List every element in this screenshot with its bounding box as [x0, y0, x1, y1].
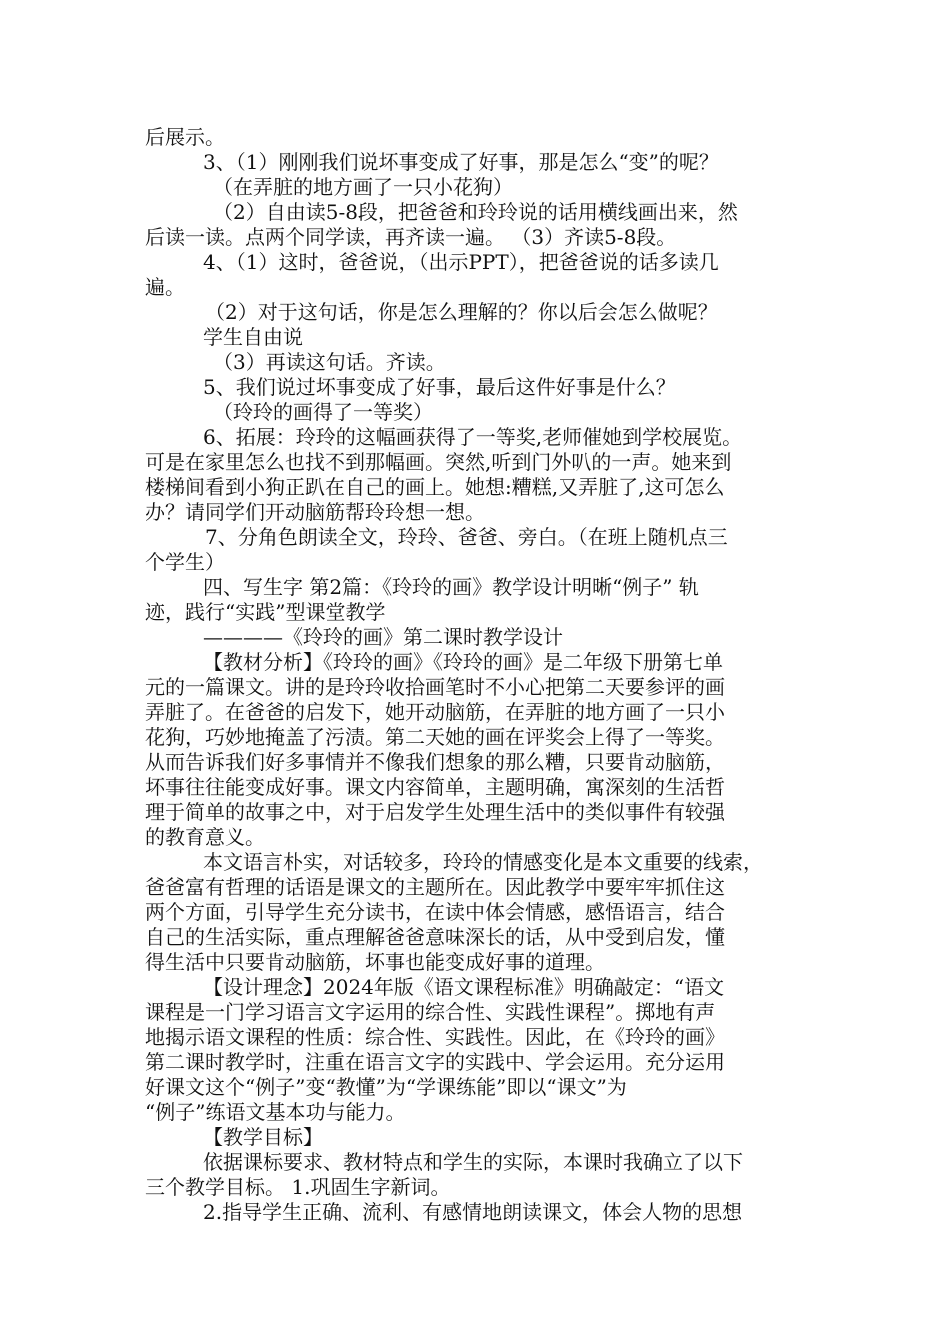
text-line: 迹，践行“实践”型课堂教学 — [145, 600, 386, 624]
text-line: 【设计理念】2024年版《语文课程标准》明确敲定：“语文 — [203, 975, 725, 999]
text-line: 课程是一门学习语言文字运用的综合性、实践性课程”。掷地有声 — [145, 1000, 716, 1024]
text-line: 2.指导学生正确、流利、有感情地朗读课文，体会人物的思想 — [203, 1200, 743, 1224]
text-line: （2）自由读5-8段，把爸爸和玲玲说的话用横线画出来，然 — [213, 200, 738, 224]
text-line: 本文语言朴实，对话较多，玲玲的情感变化是本文重要的线索， — [203, 850, 763, 874]
text-line: 的教育意义。 — [145, 825, 265, 849]
text-line: 地揭示语文课程的性质：综合性、实践性。因此，在《玲玲的画》 — [145, 1025, 725, 1049]
text-line: 5、我们说过坏事变成了好事，最后这件好事是什么？ — [203, 375, 676, 399]
text-line: 个学生） — [145, 550, 225, 574]
text-line: 后读一读。点两个同学读，再齐读一遍。 （3）齐读5-8段。 — [145, 225, 677, 249]
text-line: （2）对于这句话，你是怎么理解的？你以后会怎么做呢？ — [205, 300, 718, 324]
text-line: 可是在家里怎么也找不到那幅画。突然,听到门外叭的一声。她来到 — [145, 450, 732, 474]
text-line: 从而告诉我们好多事情并不像我们想象的那么糟，只要肯动脑筋， — [145, 750, 725, 774]
text-line: 4、（1）这时，爸爸说，（出示PPT），把爸爸说的话多读几 — [203, 250, 719, 274]
text-line: 坏事往往能变成好事。课文内容简单，主题明确，寓深刻的生活哲 — [145, 775, 725, 799]
text-line: 得生活中只要肯动脑筋，坏事也能变成好事的道理。 — [145, 950, 605, 974]
text-line: 6、拓展：玲玲的这幅画获得了一等奖,老师催她到学校展览。 — [203, 425, 743, 449]
text-line: 四、写生字 第2篇：《玲玲的画》教学设计明晰“例子” 轨 — [203, 575, 699, 599]
text-line: 第二课时教学时，注重在语言文字的实践中、学会运用。充分运用 — [145, 1050, 725, 1074]
text-line: 好课文这个“例子”变“教懂”为“学课练能”即以“课文”为 — [145, 1075, 627, 1099]
text-line: 【教材分析】《玲玲的画》《玲玲的画》是二年级下册第七单 — [203, 650, 723, 674]
text-line: 后展示。 — [145, 125, 225, 149]
section-heading: 【教学目标】 — [203, 1125, 323, 1149]
text-line: （在弄脏的地方画了一只小花狗） — [213, 175, 513, 199]
text-line: 弄脏了。在爸爸的启发下，她开动脑筋，在弄脏的地方画了一只小 — [145, 700, 725, 724]
text-line: 三个教学目标。 1.巩固生字新词。 — [145, 1175, 451, 1199]
text-line: 依据课标要求、教材特点和学生的实际，本课时我确立了以下 — [203, 1150, 743, 1174]
text-line: “例子”练语文基本功与能力。 — [145, 1100, 406, 1124]
text-line: 爸爸富有哲理的话语是课文的主题所在。因此教学中要牢牢抓住这 — [145, 875, 725, 899]
text-line: （玲玲的画得了一等奖） — [213, 400, 433, 424]
text-line: （3）再读这句话。齐读。 — [213, 350, 446, 374]
text-line: 学生自由说 — [203, 325, 303, 349]
text-line: 楼梯间看到小狗正趴在自己的画上。她想:糟糕,又弄脏了,这可怎么 — [145, 475, 725, 499]
text-line: 自己的生活实际，重点理解爸爸意味深长的话，从中受到启发，懂 — [145, 925, 725, 949]
text-line: 元的一篇课文。讲的是玲玲收拾画笔时不小心把第二天要参评的画 — [145, 675, 725, 699]
text-line: 3、（1）刚刚我们说坏事变成了好事，那是怎么“变”的呢？ — [203, 150, 719, 174]
text-line: ————《玲玲的画》第二课时教学设计 — [203, 625, 563, 649]
text-line: 7、分角色朗读全文，玲玲、爸爸、旁白。（在班上随机点三 — [205, 525, 728, 549]
text-line: 花狗，巧妙地掩盖了污渍。第二天她的画在评奖会上得了一等奖。 — [145, 725, 725, 749]
text-line: 办？请同学们开动脑筋帮玲玲想一想。 — [145, 500, 485, 524]
text-line: 两个方面，引导学生充分读书，在读中体会情感，感悟语言，结合 — [145, 900, 725, 924]
text-line: 遍。 — [145, 275, 185, 299]
text-line: 理于简单的故事之中，对于启发学生处理生活中的类似事件有较强 — [145, 800, 725, 824]
